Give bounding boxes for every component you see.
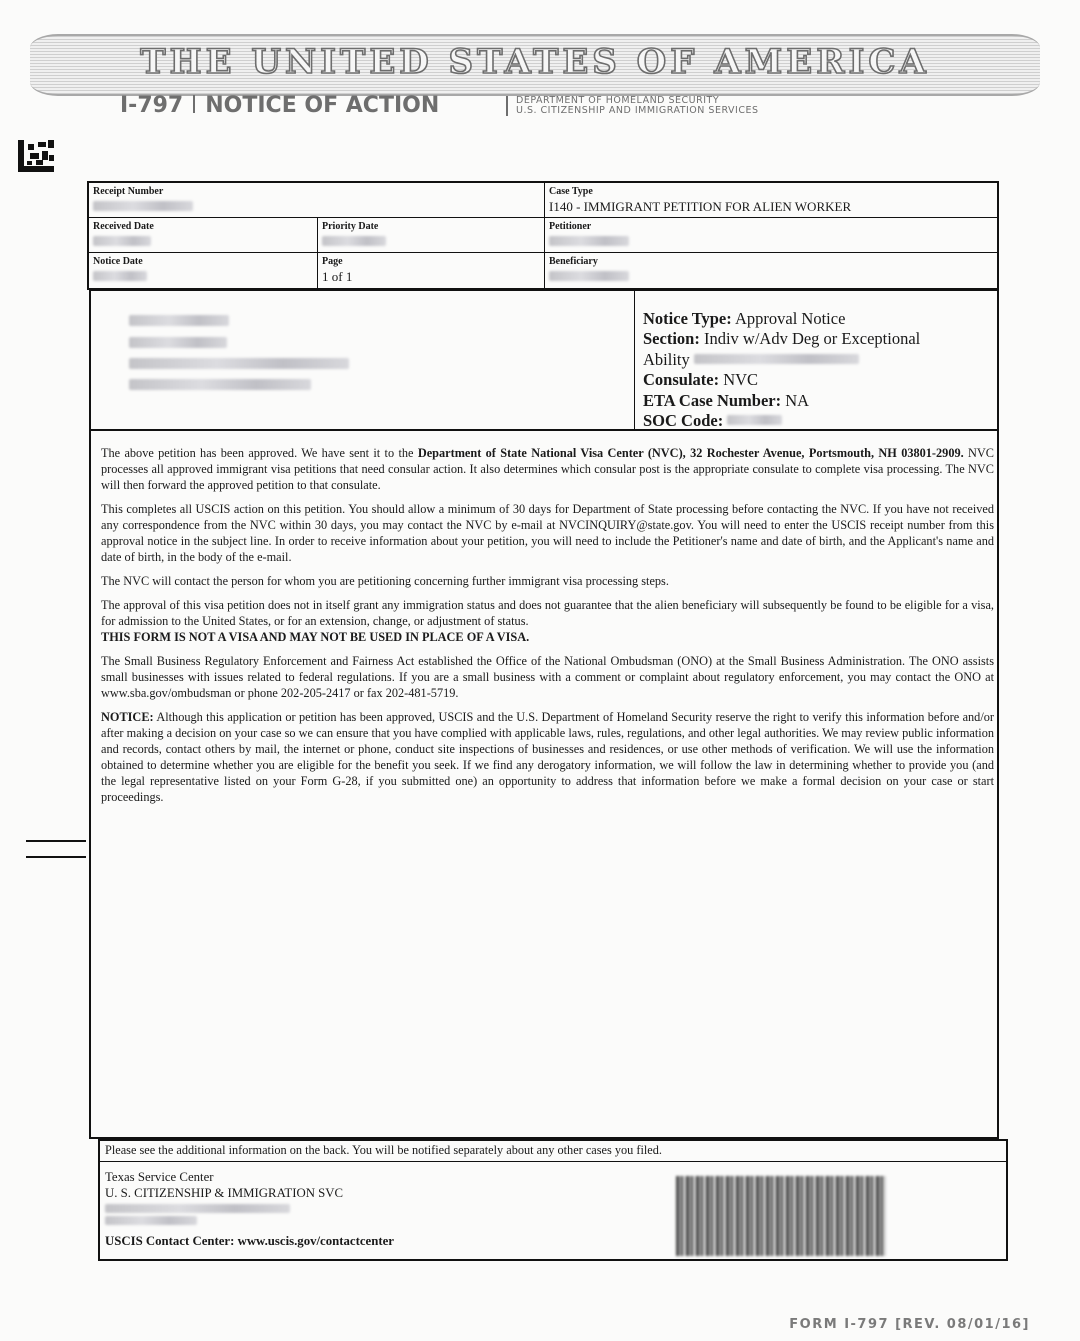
form-number: I-797 bbox=[120, 93, 184, 118]
notice-date-label: Notice Date bbox=[93, 256, 143, 267]
notice-date-cell bbox=[89, 253, 318, 288]
mailing-address-redacted bbox=[91, 291, 635, 429]
priority-date-cell bbox=[318, 218, 545, 252]
banner-title: THE UNITED STATES OF AMERICA bbox=[140, 42, 930, 82]
paragraph-ombudsman: The Small Business Regulatory Enforcement and Fairness Act established the Office of the National Ombudsman (ONO) at the Small Business Administration. The ONO assists small businesses with issues related to federal regulations. If you are a small business with a comment or complaint about regulatory enforcement, you may contact the ONO at www.sba.gov/ombudsman or phone 202-205-2417 or fax 202-481-5719. bbox=[101, 654, 994, 700]
case-type-label: Case Type bbox=[549, 186, 593, 197]
beneficiary-label: Beneficiary bbox=[549, 256, 598, 267]
agency-name bbox=[506, 96, 759, 116]
footer-note: Please see the additional information on the back. You will be notified separately about any other cases you filed. bbox=[100, 1141, 1006, 1162]
notice-details bbox=[635, 291, 997, 429]
received-date-label: Received Date bbox=[93, 221, 154, 232]
case-info-grid bbox=[87, 181, 999, 290]
barcode-icon bbox=[676, 1176, 886, 1256]
notice-type: Notice Type: Approval Notice bbox=[643, 309, 846, 328]
paragraph-nvc: The above petition has been approved. We have sent it to the Department of State National Visa Center (NVC), 32 Rochester Avenue, Portsmouth, NH 03801-2909. NVC processes all approved immigrant visa petitions that need consular action. It also determines which consular post is the appropriate consulate to complete visa processing. The NVC will then forward the approved petition to that consulate. bbox=[101, 446, 995, 492]
section-redacted bbox=[694, 354, 859, 364]
service-center-name: Texas Service Center bbox=[105, 1170, 214, 1184]
margin-mark bbox=[26, 856, 86, 858]
not-a-visa-warning: THIS FORM IS NOT A VISA AND MAY NOT BE USED IN PLACE OF A VISA. bbox=[101, 630, 530, 644]
notice-date-redacted bbox=[93, 271, 147, 281]
paragraph-nvc-contact: The NVC will contact the person for whom you are petitioning concerning further immigrant visa processing steps. bbox=[101, 574, 669, 588]
soc-code-redacted bbox=[727, 415, 782, 425]
receipt-number-cell bbox=[89, 183, 545, 217]
receipt-number-label: Receipt Number bbox=[93, 186, 164, 197]
page-label: Page bbox=[322, 256, 343, 267]
petitioner-label: Petitioner bbox=[549, 221, 592, 232]
paragraph-uscis-action: This completes all USCIS action on this petition. You should allow a minimum of 30 days for Department of State processing before contacting the NVC. If you have not received any correspondence from the NVC within 30 days, you may contact the NVC by e-mail at NVCINQUIRY@state.gov. You will need to enter the USCIS receipt number from this approval notice in the subject line. In order to receive information about your petition, you will need to include the Petitioner's name and date of birth, and the Applicant's name and date of birth, in the body of the e-mail. bbox=[101, 502, 994, 564]
address-line-redacted bbox=[129, 315, 229, 326]
consulate: Consulate: NVC bbox=[643, 370, 759, 390]
petitioner-cell bbox=[545, 218, 997, 252]
beneficiary-cell bbox=[545, 253, 997, 288]
form-title bbox=[120, 93, 439, 118]
paragraph-notice: NOTICE: Although this application or petition has been approved, USCIS and the U.S. Department of Homeland Security reserve the right to verify this information before and/or after making a decision on your case so we can ensure that you have complied with applicable laws, rules, regulations, and other legal authorities. We may review public information and records, contact others by mail, the internet or phone, conduct site inspections of businesses and residences, or use other methods of verification. We will use the information obtained to determine whether you are eligible for the benefit you seek. If we find any derogatory information, we will follow the law in determining whether to provide you (and the legal representative listed on your Form G-28, if you submitted one) an opportunity to address that information before we make a formal decision on your case or start proceedings. bbox=[101, 710, 994, 804]
service-address-redacted bbox=[105, 1204, 290, 1213]
address-line-redacted bbox=[129, 379, 311, 390]
petitioner-redacted bbox=[549, 236, 629, 246]
case-type-value: I140 - IMMIGRANT PETITION FOR ALIEN WORKER bbox=[549, 199, 852, 214]
margin-mark bbox=[26, 840, 86, 842]
address-line-redacted bbox=[129, 358, 349, 369]
beneficiary-redacted bbox=[549, 271, 629, 281]
case-type-cell bbox=[545, 183, 997, 217]
grid-row-2 bbox=[89, 218, 997, 253]
page-value: 1 of 1 bbox=[322, 269, 353, 284]
service-center-agency: U. S. CITIZENSHIP & IMMIGRATION SVC bbox=[105, 1186, 344, 1200]
contact-center: USCIS Contact Center: www.uscis.gov/contactcenter bbox=[105, 1234, 394, 1248]
notice-body bbox=[101, 445, 994, 813]
header-banner bbox=[30, 34, 1040, 96]
section: Section: Indiv w/Adv Deg or Exceptional bbox=[643, 329, 921, 349]
form-name: NOTICE OF ACTION bbox=[205, 93, 440, 118]
datamatrix-code-icon bbox=[18, 140, 54, 172]
service-address-redacted bbox=[105, 1216, 197, 1225]
paragraph-approval: The approval of this visa petition does not in itself grant any immigration status and does not guarantee that the alien beneficiary will subsequently be found to be eligible for a visa, for admission to the United States, or for an extension, change, or adjustment of status. THIS FORM IS NOT A VISA AND MAY NOT BE USED IN PLACE OF A VISA. bbox=[101, 598, 994, 644]
receipt-number-redacted bbox=[93, 201, 193, 211]
received-date-redacted bbox=[93, 236, 151, 246]
agency-line-2: U.S. CITIZENSHIP AND IMMIGRATION SERVICES bbox=[516, 105, 759, 116]
priority-date-label: Priority Date bbox=[322, 221, 379, 232]
received-date-cell bbox=[89, 218, 318, 252]
address-notice-section bbox=[89, 289, 999, 431]
soc-code: SOC Code: bbox=[643, 411, 997, 431]
eta-case-number: ETA Case Number: NA bbox=[643, 390, 810, 410]
priority-date-redacted bbox=[322, 236, 386, 246]
agency-line-1: DEPARTMENT OF HOMELAND SECURITY bbox=[516, 95, 720, 106]
section-continued: Ability bbox=[643, 350, 997, 370]
grid-row-3 bbox=[89, 253, 997, 288]
address-line-redacted bbox=[129, 337, 227, 348]
page-cell bbox=[318, 253, 545, 288]
form-revision: FORM I-797 [REV. 08/01/16] bbox=[789, 1317, 1030, 1332]
grid-row-1 bbox=[89, 183, 997, 218]
